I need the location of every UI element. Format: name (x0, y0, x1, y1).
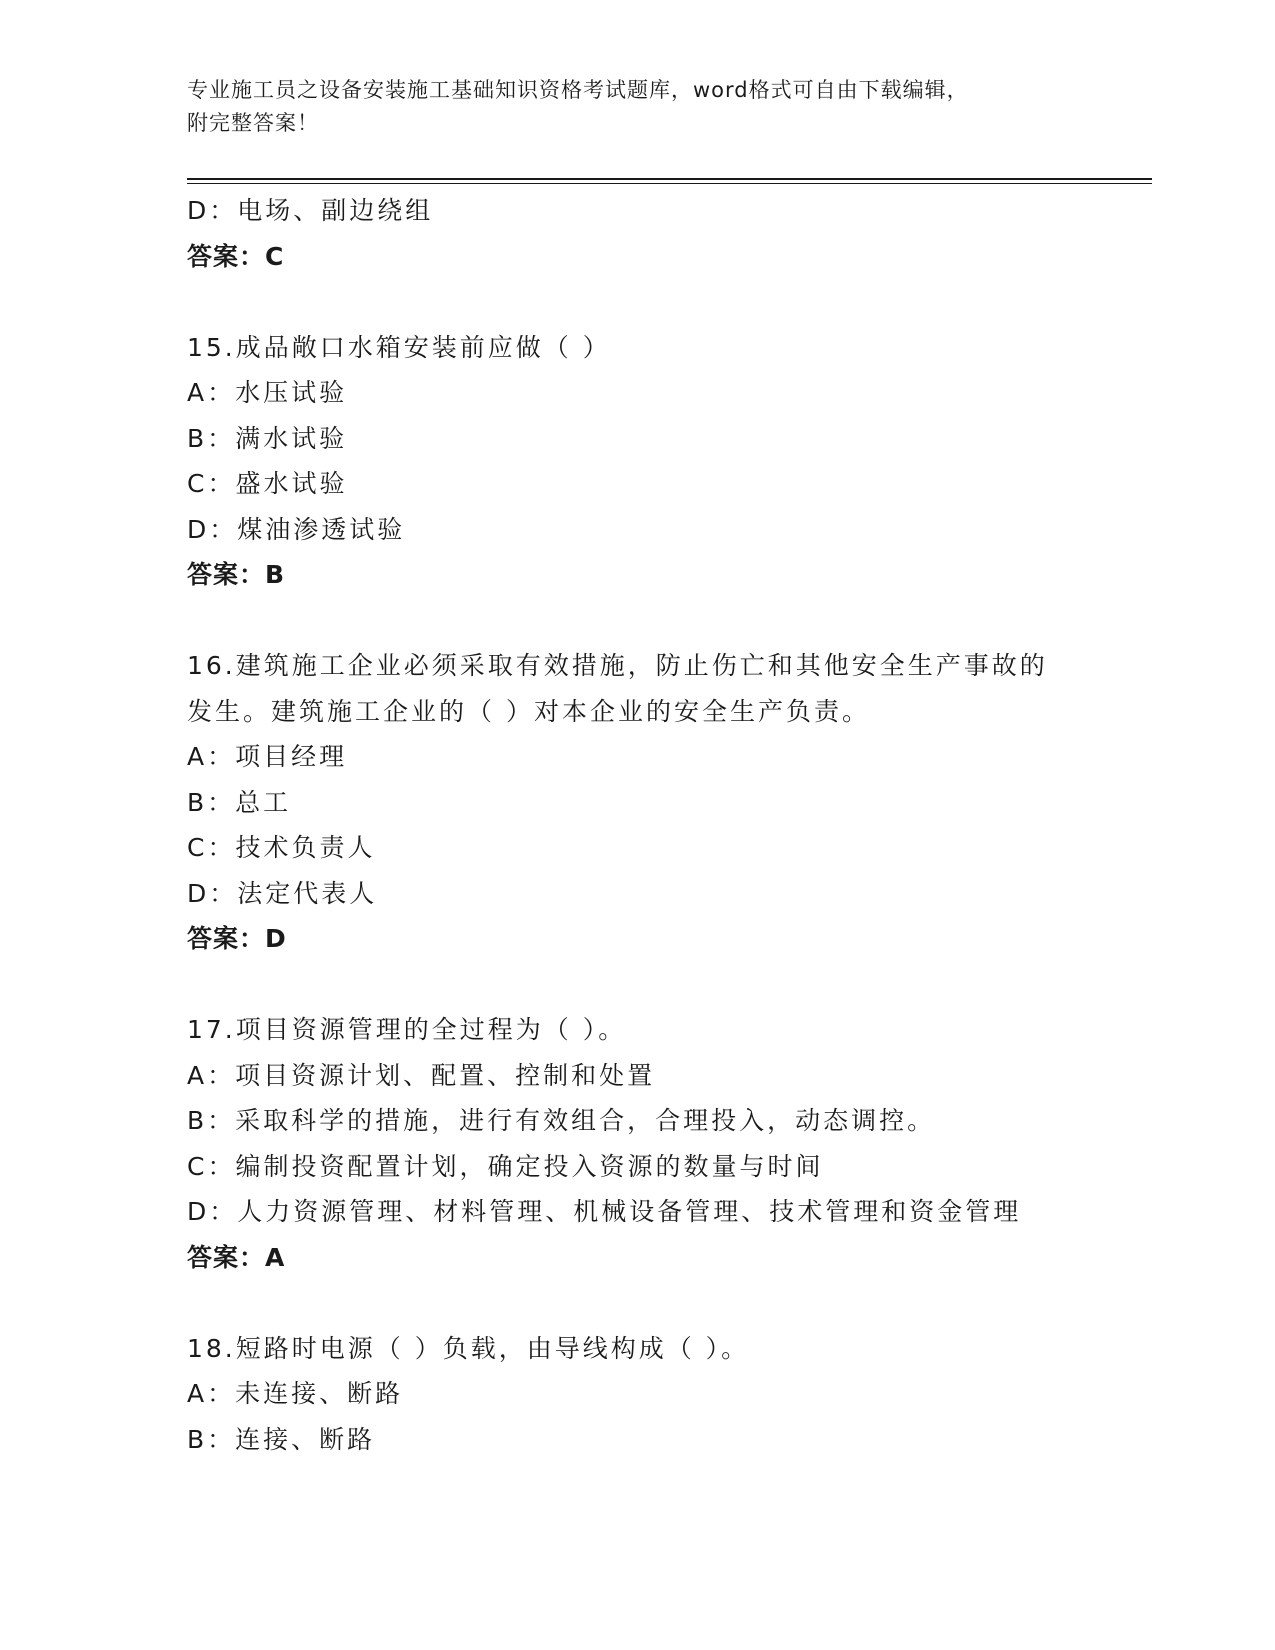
answer-line: 答案：C (187, 241, 285, 271)
answer-line: 答案：B (187, 560, 286, 589)
option-c: C：编制投资配置计划，确定投入资源的数量与时间 (187, 1151, 824, 1181)
question-stem: 15.成品敞口水箱安装前应做（ ） (187, 332, 611, 362)
option-b: B：采取科学的措施，进行有效组合，合理投入，动态调控。 (187, 1106, 936, 1135)
spacer (187, 279, 1147, 325)
option-b: B：总工 (187, 787, 292, 817)
question-stem-continued: 发生。建筑施工企业的（ ）对本企业的安全生产负责。 (187, 696, 870, 726)
question-16 (187, 643, 1147, 962)
option-b: B：满水试验 (187, 423, 348, 453)
question-18 (187, 1326, 1147, 1463)
question-list (187, 188, 1147, 1462)
header-divider-thin (187, 183, 1152, 184)
answer-line: 答案：D (187, 924, 287, 953)
spacer (187, 962, 1147, 1008)
question-15 (187, 325, 1147, 598)
question-17 (187, 1007, 1147, 1280)
option-d: D：煤油渗透试验 (187, 514, 406, 544)
header-line-2: 附完整答案！ (187, 111, 319, 135)
previous-question-tail (187, 188, 1147, 279)
option-a: A：项目资源计划、配置、控制和处置 (187, 1060, 656, 1090)
option-b: B：连接、断路 (187, 1424, 376, 1454)
spacer (187, 598, 1147, 644)
page-header (187, 74, 1087, 140)
option-d: D：电场、副边绕组 (187, 196, 434, 225)
question-stem: 17.项目资源管理的全过程为（ ）。 (187, 1015, 627, 1044)
question-stem: 18.短路时电源（ ）负载，由导线构成（ ）。 (187, 1333, 750, 1363)
header-divider-thick (187, 178, 1152, 180)
spacer (187, 1280, 1147, 1326)
option-d: D：人力资源管理、材料管理、机械设备管理、技术管理和资金管理 (187, 1197, 1022, 1226)
option-d: D：法定代表人 (187, 878, 378, 908)
option-c: C：技术负责人 (187, 833, 376, 862)
option-a: A：未连接、断路 (187, 1379, 404, 1408)
answer-line: 答案：A (187, 1242, 286, 1272)
option-a: A：项目经理 (187, 742, 348, 771)
option-a: A：水压试验 (187, 378, 348, 407)
header-line-1: 专业施工员之设备安装施工基础知识资格考试题库，word格式可自由下载编辑， (187, 78, 969, 102)
question-stem: 16.建筑施工企业必须采取有效措施，防止伤亡和其他安全生产事故的 (187, 651, 1048, 680)
option-c: C：盛水试验 (187, 469, 348, 498)
